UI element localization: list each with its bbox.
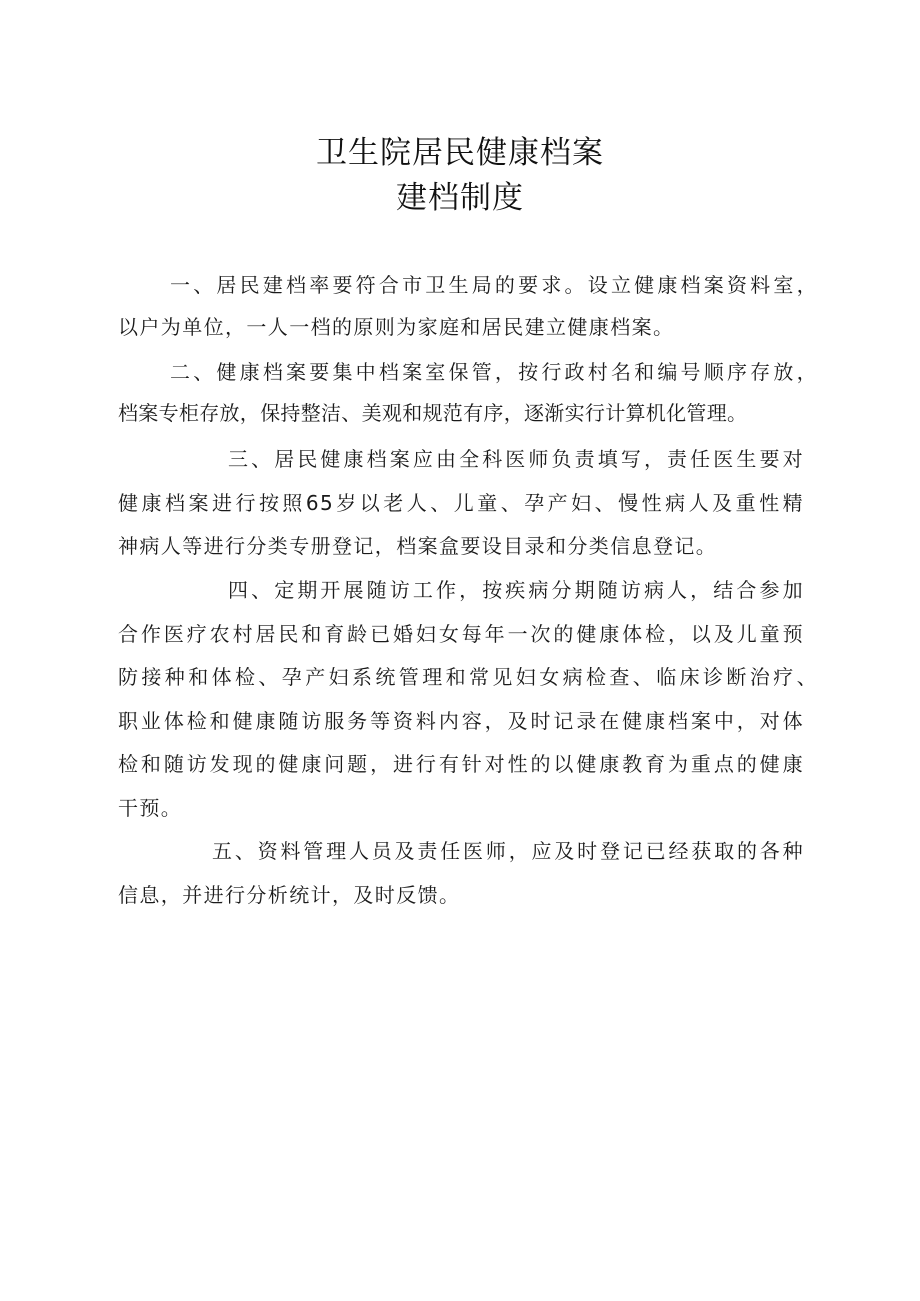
- paragraph-4-line-4: 职业体检和健康随访服务等资料内容，及时记录在健康档案中，对体: [118, 709, 804, 733]
- paragraph-2-line-1: 二、健康档案要集中档案室保管，按行政村名和编号顺序存放，: [170, 360, 818, 384]
- paragraph-3-line-2: 健康档案进行按照65岁以老人、儿童、孕产妇、慢性病人及重性精: [118, 491, 804, 515]
- document-subtitle: 建档制度: [396, 180, 524, 216]
- paragraph-4-line-2: 合作医疗农村居民和育龄已婚妇女每年一次的健康体检，以及儿童预: [118, 622, 804, 646]
- paragraph-1-line-2: 以户为单位，一人一档的原则为家庭和居民建立健康档案。: [118, 315, 675, 339]
- paragraph-4-line-1: 四、定期开展随访工作，按疾病分期随访病人，结合参加: [228, 578, 804, 602]
- paragraph-1-line-1: 一、居民建档率要符合市卫生局的要求。设立健康档案资料室，: [170, 273, 818, 297]
- paragraph-4-line-6: 干预。: [118, 796, 183, 820]
- document-title: 卫生院居民健康档案: [316, 135, 604, 171]
- paragraph-5-line-1: 五、资料管理人员及责任医师，应及时登记已经获取的各种: [212, 839, 804, 863]
- paragraph-4-line-3: 防接种和体检、孕产妇系统管理和常见妇女病检查、临床诊断治疗、: [118, 665, 818, 689]
- paragraph-3-line-3: 神病人等进行分类专册登记，档案盒要设目录和分类信息登记。: [118, 534, 718, 558]
- paragraph-2-line-2: 档案专柜存放，保持整洁、美观和规范有序，逐渐实行计算机化管理。: [118, 401, 748, 425]
- paragraph-4-line-5: 检和随访发现的健康问题，进行有针对性的以健康教育为重点的健康: [118, 752, 804, 776]
- paragraph-5-line-2: 信息，并进行分析统计，及时反馈。: [118, 883, 461, 907]
- paragraph-3-line-1: 三、居民健康档案应由全科医师负责填写，责任医生要对: [228, 447, 804, 471]
